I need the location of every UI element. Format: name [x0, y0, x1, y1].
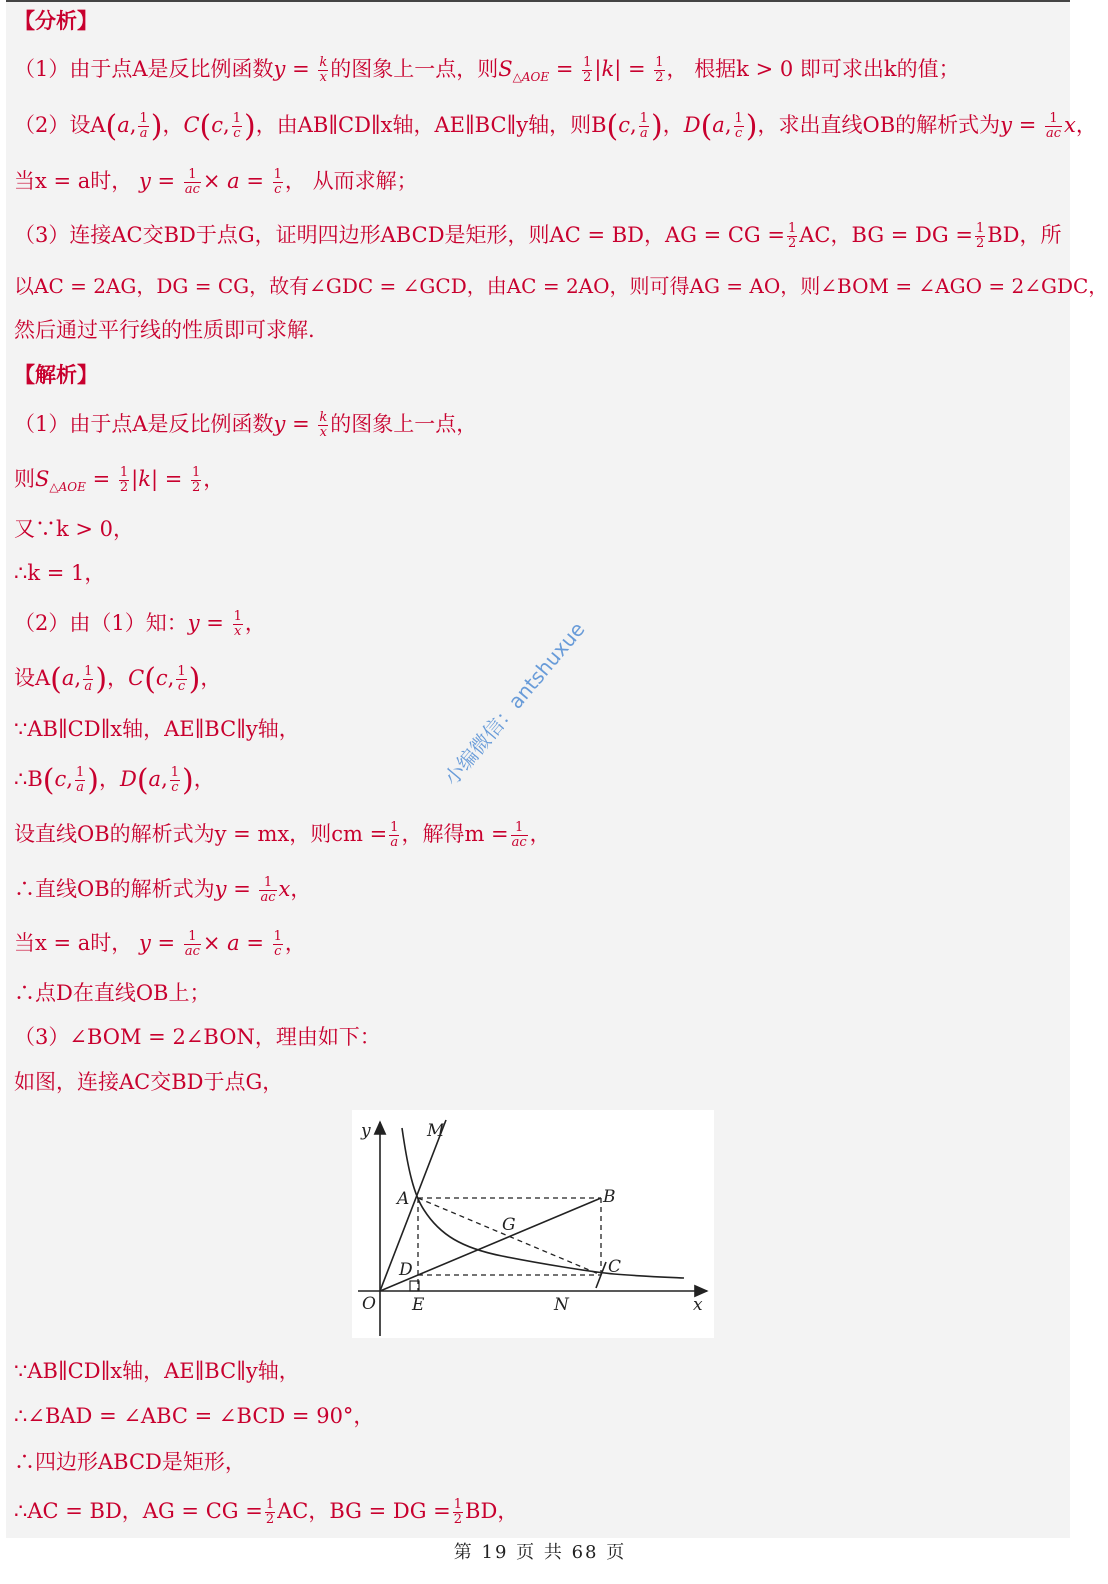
watermark-text: 小编微信：antshuxue: [439, 617, 590, 790]
solution-line-10: ∴直线OB的解析式为y = $\frac{1}{ac}$ x，: [14, 875, 312, 905]
solution-line-3: 又∵k > 0，: [14, 517, 135, 541]
analysis-line-1: （1）由于点A是反比例函数y = $\frac{k}{x}$ 的图象上一点，则$S_{\triangle AOE}$ = $\frac{1}{2}$ |k| = $\frac{1}{2}$ ， 根据k > 0 即可求出k的值；: [14, 55, 960, 85]
figure-svg: [352, 1110, 714, 1338]
solution-line-18: ∴AC = BD，AG = CG = $\frac{1}{2}$ AC，BG = DG = $\frac{1}{2}$ BD，: [14, 1497, 519, 1527]
solution-line-4: ∴k = 1，: [14, 561, 106, 585]
document-page: [6, 0, 1108, 1538]
analysis-heading: 【分析】: [14, 9, 98, 33]
hyperbola-curve: [402, 1128, 684, 1278]
solution-line-17: ∴四边形ABCD是矩形，: [14, 1450, 246, 1474]
solution-line-9: 设直线OB的解析式为y = mx，则cm = $\frac{1}{a}$ ，解得m = $\frac{1}{ac}$ ，: [14, 820, 551, 850]
label-x: x: [693, 1295, 703, 1315]
label-b: B: [603, 1187, 616, 1207]
solution-line-8: ∴B(c, $\frac{1}{a}$ )，D(a, $\frac{1}{c}$ )，: [14, 763, 215, 798]
label-m: M: [427, 1121, 445, 1141]
analysis-line-4: （3）连接AC交BD于点G，证明四边形ABCD是矩形，则AC = BD，AG = CG = $\frac{1}{2}$ AC，BG = DG = $\frac{1}{2}$ BD，所: [14, 221, 1062, 251]
analysis-line-5: 以AC = 2AG，DG = CG，故有∠GDC = ∠GCD，由AC = 2AO，则可得AG = AO，则∠BOM = ∠AGO = 2∠GDC，: [14, 274, 1108, 298]
solution-line-16: ∴∠BAD = ∠ABC = ∠BCD = 90°，: [14, 1404, 375, 1428]
page-footer: 第 19 页 共 68 页: [453, 1542, 627, 1563]
geometry-figure: [352, 1110, 714, 1338]
solution-line-1: （1）由于点A是反比例函数y = $\frac{k}{x}$ 的图象上一点，: [14, 410, 478, 440]
line-ob: [380, 1198, 601, 1291]
solution-line-6: 设A(a, $\frac{1}{a}$ )，C(c, $\frac{1}{c}$ )，: [14, 662, 222, 697]
label-g: G: [502, 1215, 516, 1235]
label-o: O: [362, 1294, 376, 1314]
solution-line-11: 当x = a时， y = $\frac{1}{ac}$ × a = $\frac{1}{c}$ ，: [14, 929, 306, 959]
analysis-line-3: 当x = a时， y = $\frac{1}{ac}$ × a = $\frac{1}{c}$ ， 从而求解；: [14, 167, 418, 197]
solution-line-13: （3）∠BOM = 2∠BON，理由如下：: [14, 1025, 381, 1049]
solution-line-14: 如图，连接AC交BD于点G，: [14, 1070, 284, 1094]
label-c: C: [608, 1257, 622, 1277]
label-y: y: [361, 1121, 371, 1141]
solution-line-5: （2）由（1）知：y = $\frac{1}{x}$ ，: [14, 609, 266, 639]
solution-heading: 【解析】: [14, 363, 98, 387]
solution-line-2: 则$S_{\triangle AOE}$ = $\frac{1}{2}$ |k| = $\frac{1}{2}$ ，: [14, 465, 225, 495]
analysis-line-6: 然后通过平行线的性质即可求解.: [14, 318, 315, 342]
label-e: E: [412, 1295, 425, 1315]
label-a: A: [397, 1189, 410, 1209]
label-n: N: [554, 1295, 569, 1315]
solution-line-7: ∵AB∥CD∥x轴，AE∥BC∥y轴，: [14, 717, 300, 741]
solution-line-15: ∵AB∥CD∥x轴，AE∥BC∥y轴，: [14, 1359, 300, 1383]
label-d: D: [399, 1260, 413, 1280]
analysis-line-2: （2）设A(a, $\frac{1}{a}$ )，C(c, $\frac{1}{c}$ )，由AB∥CD∥x轴，AE∥BC∥y轴，则B(c, $\frac{1}{a}$ )，D(a, $\frac{1}{c}$ )，求出直线OB的解析式为y = $\frac{1}{ac}$ x，: [14, 109, 1097, 144]
solution-line-12: ∴点D在直线OB上；: [14, 981, 211, 1005]
